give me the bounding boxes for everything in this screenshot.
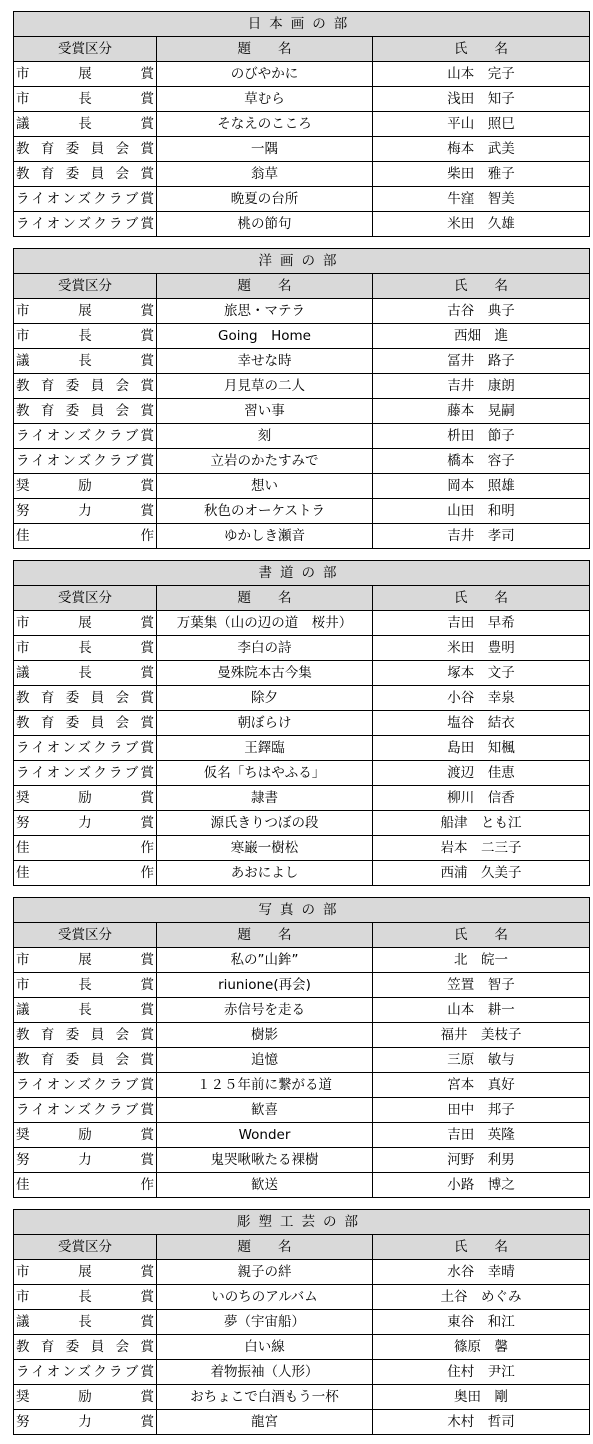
award-category: 市長賞 <box>14 636 157 661</box>
section-title-row <box>14 898 590 923</box>
artist-name: 古谷 典子 <box>373 299 590 324</box>
artist-name: 渡辺 佳恵 <box>373 761 590 786</box>
award-category: ライオンズクラブ賞 <box>14 1073 157 1098</box>
artist-name: 河野 利男 <box>373 1148 590 1173</box>
work-title: 赤信号を走る <box>157 998 373 1023</box>
table-row <box>14 1310 590 1335</box>
award-category: 佳作 <box>14 1173 157 1198</box>
table-row <box>14 1123 590 1148</box>
work-title: 源氏きりつぼの段 <box>157 811 373 836</box>
artist-name: 塚本 文子 <box>373 661 590 686</box>
work-title: Going Home <box>157 324 373 349</box>
work-title: 樹影 <box>157 1023 373 1048</box>
artist-name: 塩谷 結衣 <box>373 711 590 736</box>
section-table-yoga <box>13 248 590 549</box>
artist-name: 柳川 信香 <box>373 786 590 811</box>
work-title: 草むら <box>157 87 373 112</box>
award-category: 市展賞 <box>14 948 157 973</box>
section-title-row <box>14 1210 590 1235</box>
header-award: 受賞区分 <box>14 923 157 948</box>
award-category: 市長賞 <box>14 973 157 998</box>
award-category: 教育委員会賞 <box>14 137 157 162</box>
award-category: 議長賞 <box>14 349 157 374</box>
table-row <box>14 349 590 374</box>
table-row <box>14 112 590 137</box>
work-title: 月見草の二人 <box>157 374 373 399</box>
work-title: 仮名「ちはやふる」 <box>157 761 373 786</box>
column-header-row <box>14 1235 590 1260</box>
work-title: 一隅 <box>157 137 373 162</box>
section-gap <box>13 549 589 560</box>
award-category: 教育委員会賞 <box>14 711 157 736</box>
award-category: 議長賞 <box>14 998 157 1023</box>
table-row <box>14 786 590 811</box>
artist-name: 平山 照巳 <box>373 112 590 137</box>
work-title: 旅思・マテラ <box>157 299 373 324</box>
artist-name: 三原 敏与 <box>373 1048 590 1073</box>
work-title: 万葉集（山の辺の道 桜井） <box>157 611 373 636</box>
header-title: 題 名 <box>157 923 373 948</box>
artist-name: 笠置 智子 <box>373 973 590 998</box>
table-row <box>14 661 590 686</box>
artist-name: 牛窪 智美 <box>373 187 590 212</box>
artist-name: 山田 和明 <box>373 499 590 524</box>
section-title: 写真の部 <box>14 898 590 923</box>
award-category: 市展賞 <box>14 611 157 636</box>
table-row <box>14 299 590 324</box>
award-category: 市展賞 <box>14 1260 157 1285</box>
artist-name: 奥田 剛 <box>373 1385 590 1410</box>
work-title: Wonder <box>157 1123 373 1148</box>
work-title: 翁草 <box>157 162 373 187</box>
artist-name: 西浦 久美子 <box>373 861 590 886</box>
award-category: 佳作 <box>14 836 157 861</box>
work-title: 親子の絆 <box>157 1260 373 1285</box>
artist-name: 藤本 晃嗣 <box>373 399 590 424</box>
header-name: 氏 名 <box>373 923 590 948</box>
header-award: 受賞区分 <box>14 37 157 62</box>
work-title: 寒巌一樹松 <box>157 836 373 861</box>
table-row <box>14 711 590 736</box>
table-row <box>14 324 590 349</box>
artist-name: 島田 知楓 <box>373 736 590 761</box>
table-row <box>14 1048 590 1073</box>
artist-name: 西畑 進 <box>373 324 590 349</box>
award-category: 奨励賞 <box>14 1385 157 1410</box>
award-category: 議長賞 <box>14 112 157 137</box>
column-header-row <box>14 923 590 948</box>
table-row <box>14 948 590 973</box>
work-title: あおによし <box>157 861 373 886</box>
work-title: おちょこで白酒もう一杯 <box>157 1385 373 1410</box>
column-header-row <box>14 586 590 611</box>
table-row <box>14 1360 590 1385</box>
award-category: 議長賞 <box>14 661 157 686</box>
table-row <box>14 861 590 886</box>
award-category: 教育委員会賞 <box>14 686 157 711</box>
section-title: 書道の部 <box>14 561 590 586</box>
work-title: 曼殊院本古今集 <box>157 661 373 686</box>
award-category: 教育委員会賞 <box>14 374 157 399</box>
table-row <box>14 187 590 212</box>
work-title: 隷書 <box>157 786 373 811</box>
table-row <box>14 998 590 1023</box>
artist-name: 梅本 武美 <box>373 137 590 162</box>
header-award: 受賞区分 <box>14 274 157 299</box>
artist-name: 山本 耕一 <box>373 998 590 1023</box>
work-title: 想い <box>157 474 373 499</box>
artist-name: 篠原 馨 <box>373 1335 590 1360</box>
header-name: 氏 名 <box>373 1235 590 1260</box>
artist-name: 米田 豊明 <box>373 636 590 661</box>
work-title: 刻 <box>157 424 373 449</box>
work-title: 立岩のかたすみで <box>157 449 373 474</box>
award-category: ライオンズクラブ賞 <box>14 212 157 237</box>
section-table-nihonga <box>13 11 590 237</box>
artist-name: 冨井 路子 <box>373 349 590 374</box>
work-title: 着物振袖（人形） <box>157 1360 373 1385</box>
artist-name: 浅田 知子 <box>373 87 590 112</box>
work-title: 秋色のオーケストラ <box>157 499 373 524</box>
award-category: ライオンズクラブ賞 <box>14 424 157 449</box>
table-row <box>14 474 590 499</box>
header-name: 氏 名 <box>373 586 590 611</box>
award-category: 奨励賞 <box>14 474 157 499</box>
column-header-row <box>14 274 590 299</box>
table-row <box>14 1335 590 1360</box>
table-row <box>14 87 590 112</box>
work-title: 晩夏の台所 <box>157 187 373 212</box>
work-title: 追憶 <box>157 1048 373 1073</box>
table-row <box>14 1098 590 1123</box>
table-row <box>14 1148 590 1173</box>
section-table-chouso <box>13 1209 590 1435</box>
award-category: 奨励賞 <box>14 1123 157 1148</box>
work-title: riunione(再会) <box>157 973 373 998</box>
header-name: 氏 名 <box>373 274 590 299</box>
award-category: 佳作 <box>14 861 157 886</box>
table-row <box>14 1385 590 1410</box>
table-row <box>14 212 590 237</box>
award-category: ライオンズクラブ賞 <box>14 449 157 474</box>
award-category: 市展賞 <box>14 62 157 87</box>
artist-name: 住村 尹江 <box>373 1360 590 1385</box>
award-category: 奨励賞 <box>14 786 157 811</box>
table-row <box>14 1173 590 1198</box>
award-category: ライオンズクラブ賞 <box>14 187 157 212</box>
column-header-row <box>14 37 590 62</box>
artist-name: 宮本 真好 <box>373 1073 590 1098</box>
table-row <box>14 374 590 399</box>
header-title: 題 名 <box>157 586 373 611</box>
section-title-row <box>14 561 590 586</box>
award-category: 議長賞 <box>14 1310 157 1335</box>
work-title: 夢（宇宙船） <box>157 1310 373 1335</box>
section-title: 彫塑工芸の部 <box>14 1210 590 1235</box>
work-title: 歓送 <box>157 1173 373 1198</box>
artist-name: 柴田 雅子 <box>373 162 590 187</box>
section-title-row <box>14 12 590 37</box>
artist-name: 小路 博之 <box>373 1173 590 1198</box>
artist-name: 北 皖一 <box>373 948 590 973</box>
table-row <box>14 1410 590 1435</box>
artist-name: 田中 邦子 <box>373 1098 590 1123</box>
work-title: 白い線 <box>157 1335 373 1360</box>
work-title: 李白の詩 <box>157 636 373 661</box>
award-category: ライオンズクラブ賞 <box>14 761 157 786</box>
table-row <box>14 611 590 636</box>
artist-name: 木村 哲司 <box>373 1410 590 1435</box>
artist-name: 山本 完子 <box>373 62 590 87</box>
artist-name: 土谷 めぐみ <box>373 1285 590 1310</box>
work-title: ゆかしき瀬音 <box>157 524 373 549</box>
artist-name: 吉田 早希 <box>373 611 590 636</box>
header-title: 題 名 <box>157 274 373 299</box>
table-row <box>14 686 590 711</box>
section-title-row <box>14 249 590 274</box>
artist-name: 吉井 孝司 <box>373 524 590 549</box>
award-category: ライオンズクラブ賞 <box>14 1360 157 1385</box>
work-title: いのちのアルバム <box>157 1285 373 1310</box>
award-category: ライオンズクラブ賞 <box>14 1098 157 1123</box>
header-title: 題 名 <box>157 37 373 62</box>
artist-name: 水谷 幸晴 <box>373 1260 590 1285</box>
table-row <box>14 811 590 836</box>
artist-name: 船津 とも江 <box>373 811 590 836</box>
award-category: ライオンズクラブ賞 <box>14 736 157 761</box>
table-row <box>14 499 590 524</box>
award-category: 市長賞 <box>14 87 157 112</box>
artist-name: 橋本 容子 <box>373 449 590 474</box>
header-title: 題 名 <box>157 1235 373 1260</box>
award-category: 教育委員会賞 <box>14 1048 157 1073</box>
section-gap <box>13 1198 589 1209</box>
artist-name: 吉田 英隆 <box>373 1123 590 1148</box>
table-row <box>14 736 590 761</box>
work-title: そなえのこころ <box>157 112 373 137</box>
header-name: 氏 名 <box>373 37 590 62</box>
award-category: 教育委員会賞 <box>14 1023 157 1048</box>
work-title: 桃の節句 <box>157 212 373 237</box>
award-category: 努力賞 <box>14 1410 157 1435</box>
work-title: 王鐸臨 <box>157 736 373 761</box>
table-row <box>14 137 590 162</box>
awards-document <box>13 11 589 1435</box>
award-category: 教育委員会賞 <box>14 399 157 424</box>
table-row <box>14 1073 590 1098</box>
section-table-shodo <box>13 560 590 886</box>
table-row <box>14 836 590 861</box>
artist-name: 米田 久雄 <box>373 212 590 237</box>
award-category: 市長賞 <box>14 1285 157 1310</box>
artist-name: 枡田 節子 <box>373 424 590 449</box>
award-category: 教育委員会賞 <box>14 162 157 187</box>
award-category: 市展賞 <box>14 299 157 324</box>
table-row <box>14 424 590 449</box>
table-row <box>14 636 590 661</box>
table-row <box>14 1023 590 1048</box>
table-row <box>14 1260 590 1285</box>
header-award: 受賞区分 <box>14 586 157 611</box>
table-row <box>14 973 590 998</box>
table-row <box>14 524 590 549</box>
table-row <box>14 62 590 87</box>
work-title: 歓喜 <box>157 1098 373 1123</box>
table-row <box>14 399 590 424</box>
award-category: 佳作 <box>14 524 157 549</box>
award-category: 努力賞 <box>14 1148 157 1173</box>
award-category: 努力賞 <box>14 811 157 836</box>
section-gap <box>13 237 589 248</box>
work-title: １２５年前に繋がる道 <box>157 1073 373 1098</box>
artist-name: 岩本 二三子 <box>373 836 590 861</box>
award-category: 教育委員会賞 <box>14 1335 157 1360</box>
header-award: 受賞区分 <box>14 1235 157 1260</box>
section-table-shashin <box>13 897 590 1198</box>
work-title: 習い事 <box>157 399 373 424</box>
table-row <box>14 449 590 474</box>
artist-name: 東谷 和江 <box>373 1310 590 1335</box>
work-title: 朝ぼらけ <box>157 711 373 736</box>
table-row <box>14 761 590 786</box>
artist-name: 福井 美枝子 <box>373 1023 590 1048</box>
artist-name: 小谷 幸泉 <box>373 686 590 711</box>
work-title: 鬼哭啾啾たる裸樹 <box>157 1148 373 1173</box>
work-title: 除夕 <box>157 686 373 711</box>
section-gap <box>13 886 589 897</box>
section-title: 日本画の部 <box>14 12 590 37</box>
work-title: 私の”山鉾” <box>157 948 373 973</box>
award-category: 努力賞 <box>14 499 157 524</box>
artist-name: 岡本 照雄 <box>373 474 590 499</box>
artist-name: 吉井 康朗 <box>373 374 590 399</box>
work-title: のびやかに <box>157 62 373 87</box>
table-row <box>14 1285 590 1310</box>
award-category: 市長賞 <box>14 324 157 349</box>
work-title: 幸せな時 <box>157 349 373 374</box>
table-row <box>14 162 590 187</box>
work-title: 龍宮 <box>157 1410 373 1435</box>
section-title: 洋画の部 <box>14 249 590 274</box>
